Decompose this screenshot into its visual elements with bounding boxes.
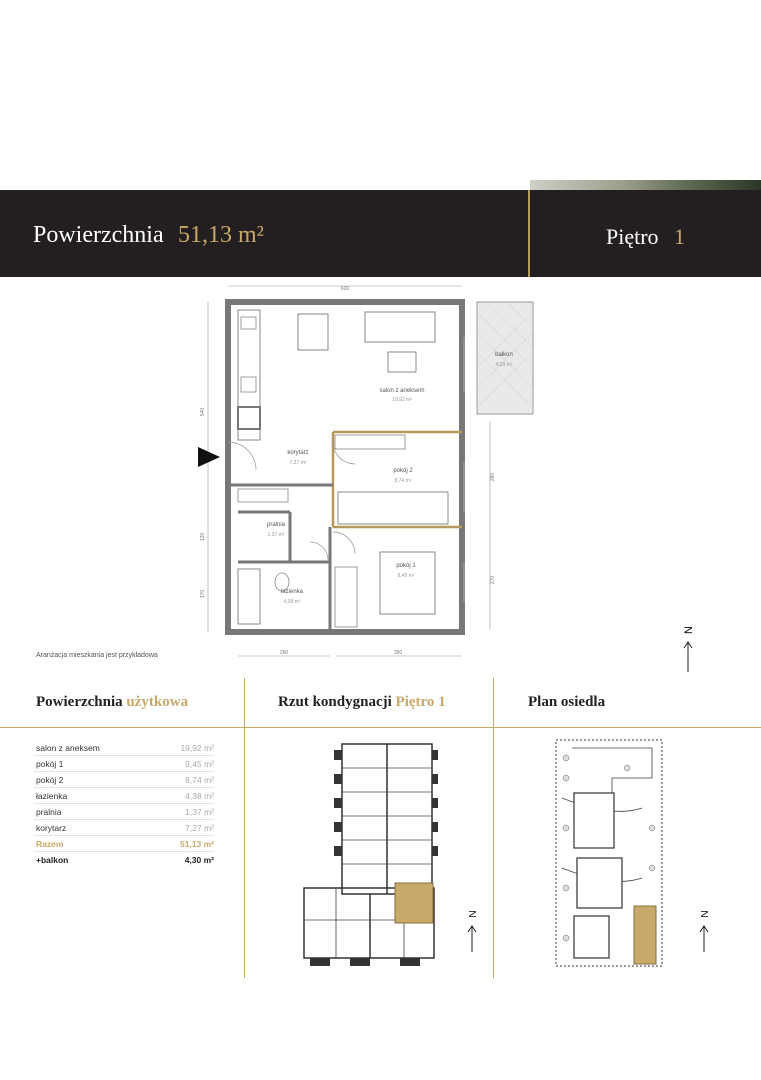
floorplan-title: Rzut kondygnacji Piętro 1 xyxy=(278,694,446,710)
area-table xyxy=(34,740,214,867)
room-lazienka-area: 4,38 m² xyxy=(283,599,301,605)
room-pokoj1-area: 9,45 m² xyxy=(397,573,415,579)
table-row: pokój 1 9,45 m² xyxy=(34,756,214,772)
compass-icon xyxy=(676,622,700,674)
room-pokoj2-area: 8,74 m² xyxy=(394,478,412,484)
compass-icon xyxy=(462,906,482,954)
room-salon-name: salon z aneksem xyxy=(379,388,425,394)
entrance-arrow xyxy=(198,447,220,467)
area-label: Powierzchnia xyxy=(33,222,164,248)
table-total-row: Razem 51,13 m² xyxy=(34,836,214,852)
photo-area xyxy=(0,0,761,190)
apartment-floor-plan xyxy=(190,282,535,662)
dim-top: 620 xyxy=(340,286,350,292)
compass-icon xyxy=(694,906,714,954)
gold-rule xyxy=(0,727,761,728)
usable-area-title: Powierzchnia użytkowa xyxy=(36,694,189,710)
room-pokoj1-name: pokój 1 xyxy=(396,563,416,569)
arrangement-note: Aranżacja mieszkania jest przykładowa xyxy=(36,652,158,659)
dim-left-mid: 120 xyxy=(200,532,206,542)
room-balkon-area: 4,30 m² xyxy=(495,362,513,368)
dim-left-lower: 170 xyxy=(200,589,206,599)
table-row: korytarz 7,27 m² xyxy=(34,820,214,836)
floor-value: 1 xyxy=(674,224,685,249)
estate-plan-title: Plan osiedla xyxy=(528,694,606,710)
room-salon-area: 19,92 m² xyxy=(392,397,412,403)
compass-label: N xyxy=(468,910,479,918)
table-row: łazienka 4,38 m² xyxy=(34,788,214,804)
estate-plan-thumbnail xyxy=(552,738,667,970)
column-divider xyxy=(493,678,494,978)
highlighted-apartment xyxy=(395,883,433,923)
table-row: salon z aneksem 19,92 m² xyxy=(34,740,214,756)
photo-strip xyxy=(530,180,761,190)
dim-bottom-right: 350 xyxy=(393,650,403,656)
room-lazienka-name: łazienka xyxy=(280,589,304,595)
dim-left-upper: 540 xyxy=(200,407,206,417)
floor-label: Piętro xyxy=(606,224,659,249)
room-balkon-name: balkon xyxy=(495,352,513,358)
table-row: pralnia 1,37 m² xyxy=(34,804,214,820)
banner-divider xyxy=(528,190,530,277)
area-value: 51,13 m² xyxy=(178,222,264,248)
table-row: pokój 2 8,74 m² xyxy=(34,772,214,788)
dim-right-lower: 270 xyxy=(490,575,496,585)
dim-right-upper: 280 xyxy=(490,472,496,482)
compass-label: N xyxy=(683,626,695,634)
room-pralnia-name: pralnia xyxy=(266,522,286,528)
highlighted-building xyxy=(634,906,656,964)
room-korytarz-area: 7,27 m² xyxy=(289,460,307,466)
room-korytarz-name: korytarz xyxy=(287,450,309,456)
table-balcony-row: +balkon 4,30 m² xyxy=(36,855,214,865)
compass-label: N xyxy=(700,910,711,918)
room-pokoj2-name: pokój 2 xyxy=(393,468,413,474)
dim-bottom-left: 260 xyxy=(279,650,289,656)
column-divider xyxy=(244,678,245,978)
building-floor-thumbnail xyxy=(300,740,440,972)
room-pralnia-area: 1,37 m² xyxy=(267,532,285,538)
